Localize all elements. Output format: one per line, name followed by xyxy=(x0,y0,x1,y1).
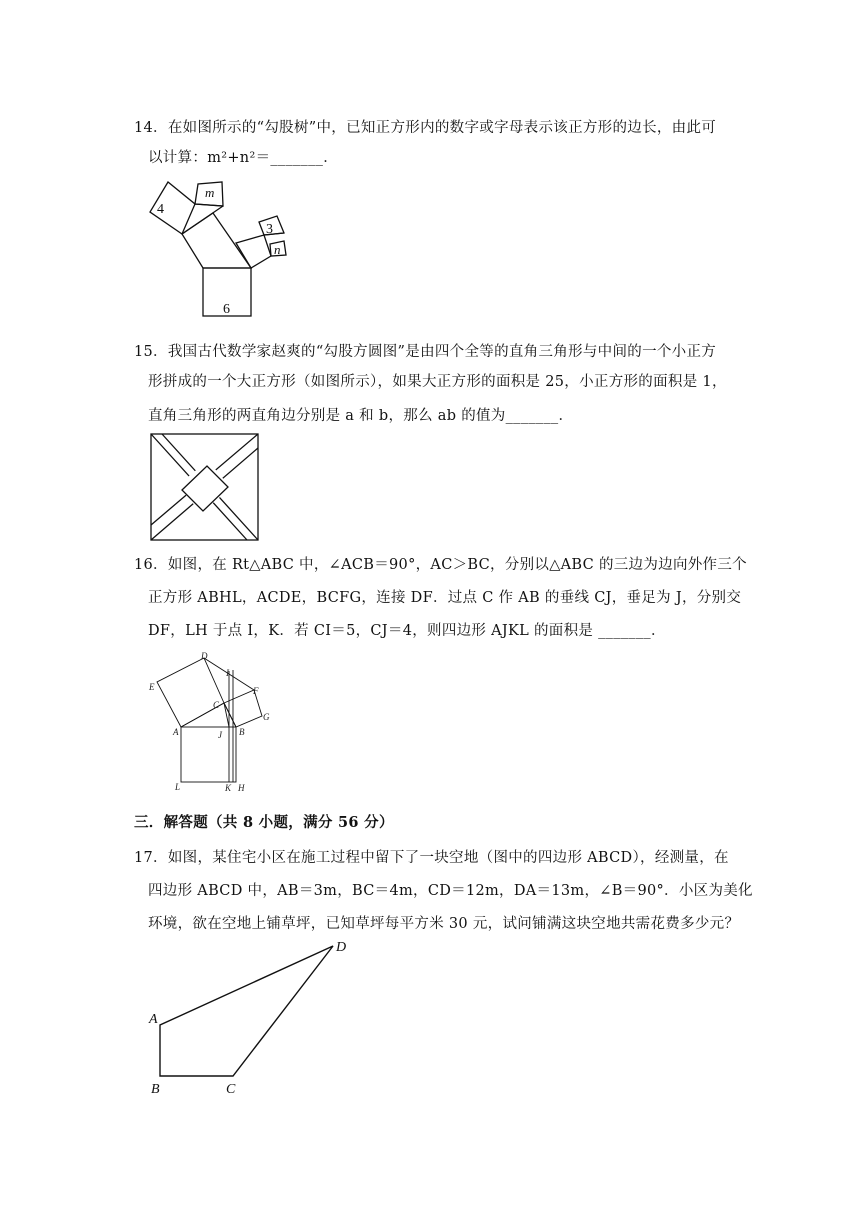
q16-text-line3: DF，LH 于点 I，K．若 CI＝5，CJ＝4，则四边形 AJKL 的面积是 _______． xyxy=(148,623,666,639)
q15-text-line3: 直角三角形的两直角边分别是 a 和 b，那么 ab 的值为_______． xyxy=(148,408,574,424)
label-F: F xyxy=(253,686,259,696)
label-n: n xyxy=(274,242,281,257)
pythagoras-tree-figure xyxy=(146,178,296,320)
label-L: L xyxy=(175,782,181,792)
quadrilateral-abcd-figure xyxy=(146,936,366,1098)
label-A: A xyxy=(173,727,179,737)
label-4: 4 xyxy=(157,202,164,217)
q17-text-line2: 四边形 ABCD 中，AB＝3m，BC＝4m，CD＝12m，DA＝13m，∠B＝90°．小区为美化 xyxy=(148,883,753,899)
square-right-middle xyxy=(236,235,271,268)
label-B: B xyxy=(151,1082,160,1097)
label-m: m xyxy=(205,185,215,200)
label-I: I xyxy=(226,668,229,678)
zhao-shuang-figure xyxy=(150,433,260,541)
q14-text-line1: 14．在如图所示的“勾股树”中，已知正方形内的数字或字母表示该正方形的边长，由此可 xyxy=(134,120,717,136)
label-J: J xyxy=(218,730,222,740)
label-C: C xyxy=(226,1082,236,1097)
label-6: 6 xyxy=(223,302,230,317)
label-3: 3 xyxy=(266,222,273,237)
q16-text-line1: 16．如图，在 Rt△ABC 中，∠ACB＝90°，AC＞BC，分别以△ABC 的三边为边向外作三个 xyxy=(134,557,747,573)
label-E: E xyxy=(149,682,155,692)
squares-triangle-figure xyxy=(144,650,284,796)
label-H: H xyxy=(238,783,245,793)
label-D: D xyxy=(201,651,208,661)
q15-text-line1: 15．我国古代数学家赵爽的“勾股方圆图”是由四个全等的直角三角形与中间的一个小正方 xyxy=(134,344,717,360)
q15-text-line2: 形拼成的一个大正方形（如图所示），如果大正方形的面积是 25，小正方形的面积是 1， xyxy=(148,374,727,390)
q17-text-line1: 17．如图，某住宅小区在施工过程中留下了一块空地（图中的四边形 ABCD），经测量，在 xyxy=(134,850,729,866)
label-G: G xyxy=(263,712,270,722)
label-K: K xyxy=(225,783,232,793)
q16-text-line2: 正方形 ABHL，ACDE，BCFG，连接 DF．过点 C 作 AB 的垂线 CJ，垂足为 J，分别交 xyxy=(148,590,742,606)
q17-text-line3: 环境，欲在空地上铺草坪，已知草坪每平方米 30 元，试问铺满这块空地共需花费多少元？ xyxy=(148,916,740,932)
label-C: C xyxy=(213,700,220,710)
label-A: A xyxy=(149,1012,158,1027)
label-B: B xyxy=(239,727,245,737)
q14-text-line2: 以计算：m²+n²＝_______． xyxy=(148,150,339,166)
label-D: D xyxy=(336,940,347,955)
square-left-middle xyxy=(182,213,251,268)
section-3-title: 三．解答题（共 8 小题，满分 56 分） xyxy=(134,814,394,831)
